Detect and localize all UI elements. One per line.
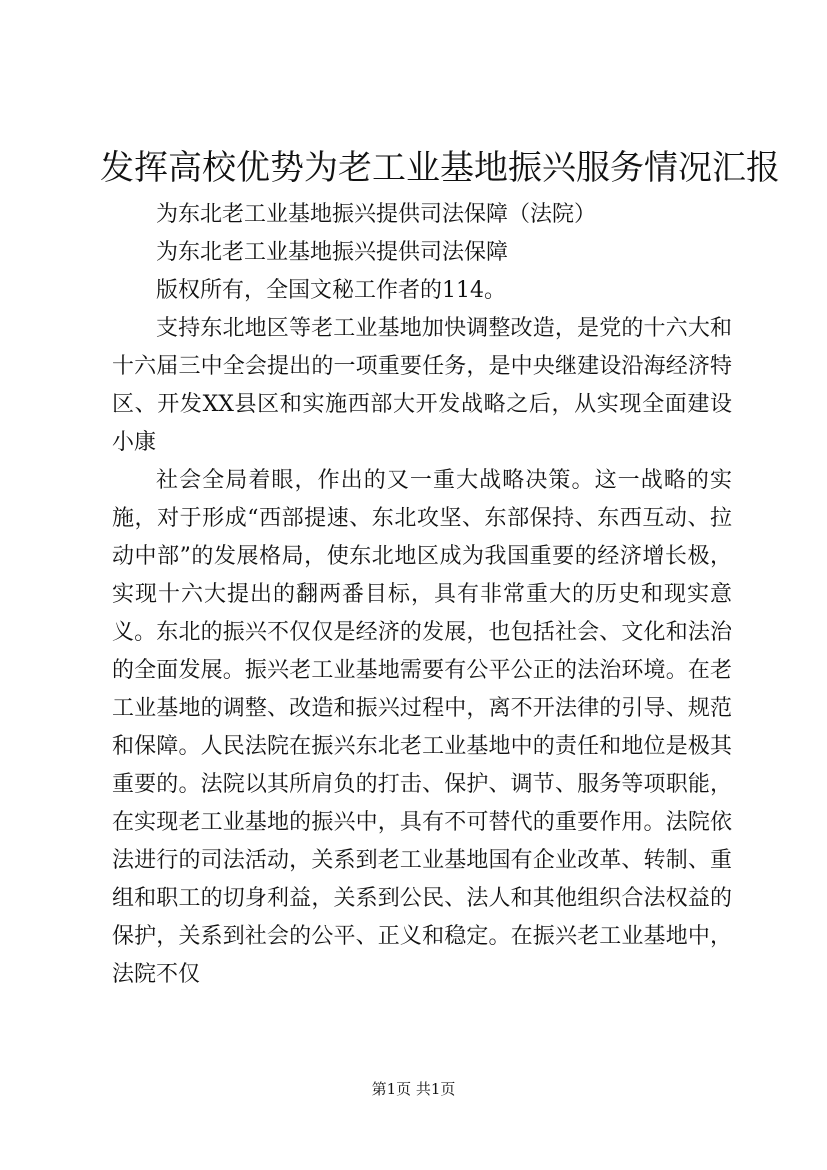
paragraph: 社会全局着眼，作出的又一重大战略决策。这一战略的实施，对于形成“西部提速、东北攻坚、东部保持、东西互动、拉动中部”的发展格局，使东北地区成为我国重要的经济增长极，实现十六大提出的翻两番目标，具有非常重大的历史和现实意义。东北的振兴不仅仅是经济的发展，也包括社会、文化和法治的全面发展。振兴老工业基地需要有公平公正的法治环境。在老工业基地的调整、改造和振兴过程中，离不开法律的引导、规范和保障。人民法院在振兴东北老工业基地中的责任和地位是极其重要的。法院以其所肩负的打击、保护、调节、服务等项职能，在实现老工业基地的振兴中，具有不可替代的重要作用。法院依法进行的司法活动，关系到老工业基地国有企业改革、转制、重组和职工的切身利益，关系到公民、法人和其他组织合法权益的保护，关系到社会的公平、正义和稳定。在振兴老工业基地中，法院不仅 bbox=[112, 468, 732, 987]
paragraph: 为东北老工业基地振兴提供司法保障 bbox=[156, 240, 509, 265]
document-body bbox=[112, 196, 732, 994]
paragraph: 支持东北地区等老工业基地加快调整改造，是党的十六大和十六届三中全会提出的一项重要任务，是中央继建设沿海经济特区、开发XX县区和实施西部大开发战略之后，从实现全面建设小康 bbox=[112, 316, 732, 455]
paragraph: 为东北老工业基地振兴提供司法保障（法院） bbox=[156, 202, 597, 227]
paragraph: 版权所有，全国文秘工作者的114。 bbox=[156, 278, 506, 303]
page-footer: 第1页 共1页 bbox=[371, 1080, 456, 1098]
document-title: 发挥高校优势为老工业基地振兴服务情况汇报 bbox=[100, 148, 780, 188]
